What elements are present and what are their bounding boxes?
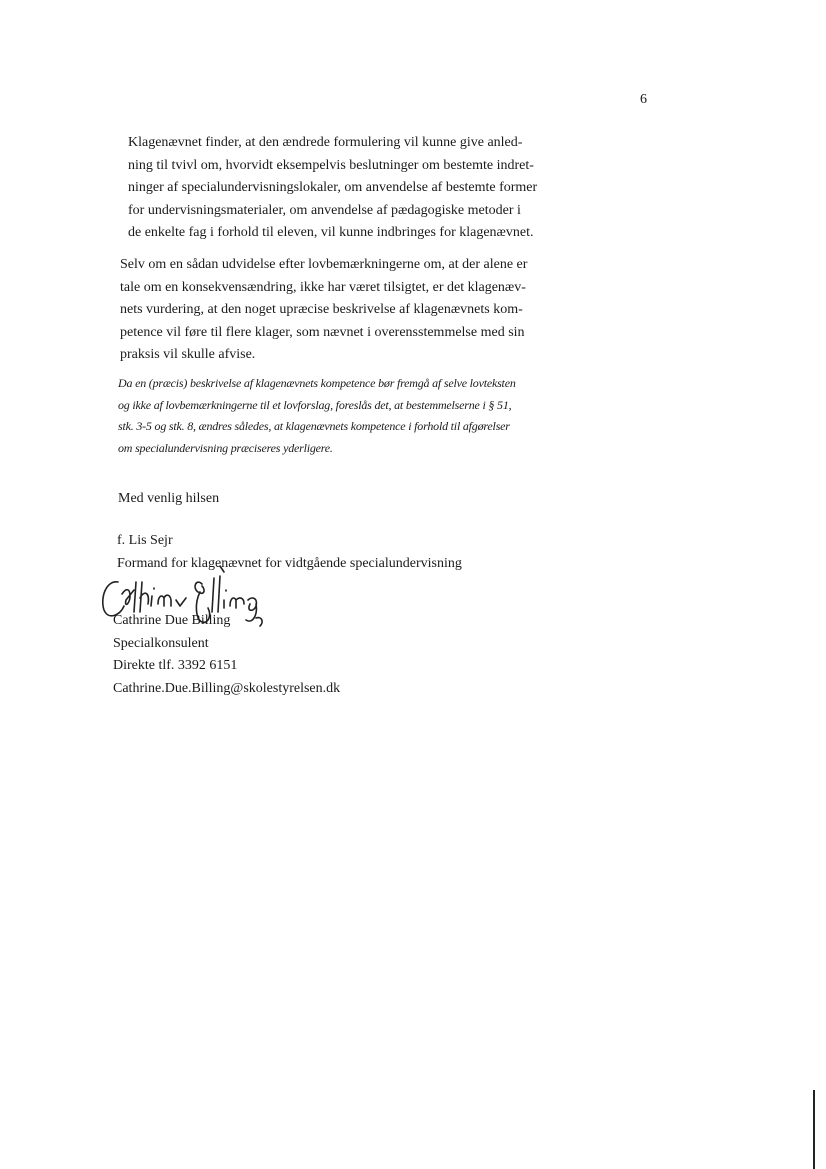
text-line: ninger af specialundervisningslokaler, om anvendelse af bestemte former: [128, 180, 538, 195]
contact-block: [113, 610, 340, 700]
text-line: tale om en konsekvensændring, ikke har været tilsigtet, er det klagenæv-: [120, 279, 526, 295]
contact-email[interactable]: Cathrine.Due.Billing@skolestyrelsen.dk: [113, 680, 341, 696]
contact-phone: Direkte tlf. 3392 6151: [113, 658, 238, 673]
text-line: om specialundervisning præciseres yderligere.: [118, 440, 333, 455]
text-line: nets vurdering, at den noget upræcise beskrivelse af klagenævnets kom-: [120, 302, 523, 317]
text-line: stk. 3-5 og stk. 8, ændres således, at klagenævnets kompetence i forhold til afgørelser: [118, 419, 510, 433]
text-line: de enkelte fag i forhold til eleven, vil kunne indbringes for klagenævnet.: [128, 225, 534, 240]
text-line: Klagenævnet finder, at den ændrede formulering vil kunne give anled-: [128, 135, 523, 150]
text-line: praksis vil skulle afvise.: [120, 347, 256, 362]
text-line: ning til tvivl om, hvorvidt eksempelvis beslutninger om bestemte indret-: [128, 157, 534, 173]
text-line: petence vil føre til flere klager, som nævnet i overensstemmelse med sin: [120, 324, 525, 340]
paragraph-2: [120, 254, 527, 367]
page-number: 6: [640, 92, 647, 107]
paragraph-1: [128, 132, 537, 245]
contact-name: Cathrine Due Billing: [113, 613, 231, 628]
signatory-name: f. Lis Sejr: [117, 533, 173, 548]
text-line: for undervisningsmaterialer, om anvendelse af pædagogiske metoder i: [128, 202, 521, 218]
paragraph-3-italic-proposal: [118, 373, 516, 459]
signatory-title: Formand for klagenævnet for vidtgående specialundervisning: [117, 555, 462, 571]
scan-edge-line: [813, 1090, 815, 1169]
text-line: Selv om en sådan udvidelse efter lovbemærkningerne om, at der alene er: [120, 257, 528, 272]
contact-title: Specialkonsulent: [113, 635, 209, 651]
text-line: Da en (præcis) beskrivelse af klagenævnets kompetence bør fremgå af selve lovteksten: [118, 376, 516, 390]
text-line: og ikke af lovbemærkningerne til et lovforslag, foreslås det, at bestemmelserne i § 51,: [118, 397, 512, 412]
closing-greeting: Med venlig hilsen: [118, 491, 220, 506]
